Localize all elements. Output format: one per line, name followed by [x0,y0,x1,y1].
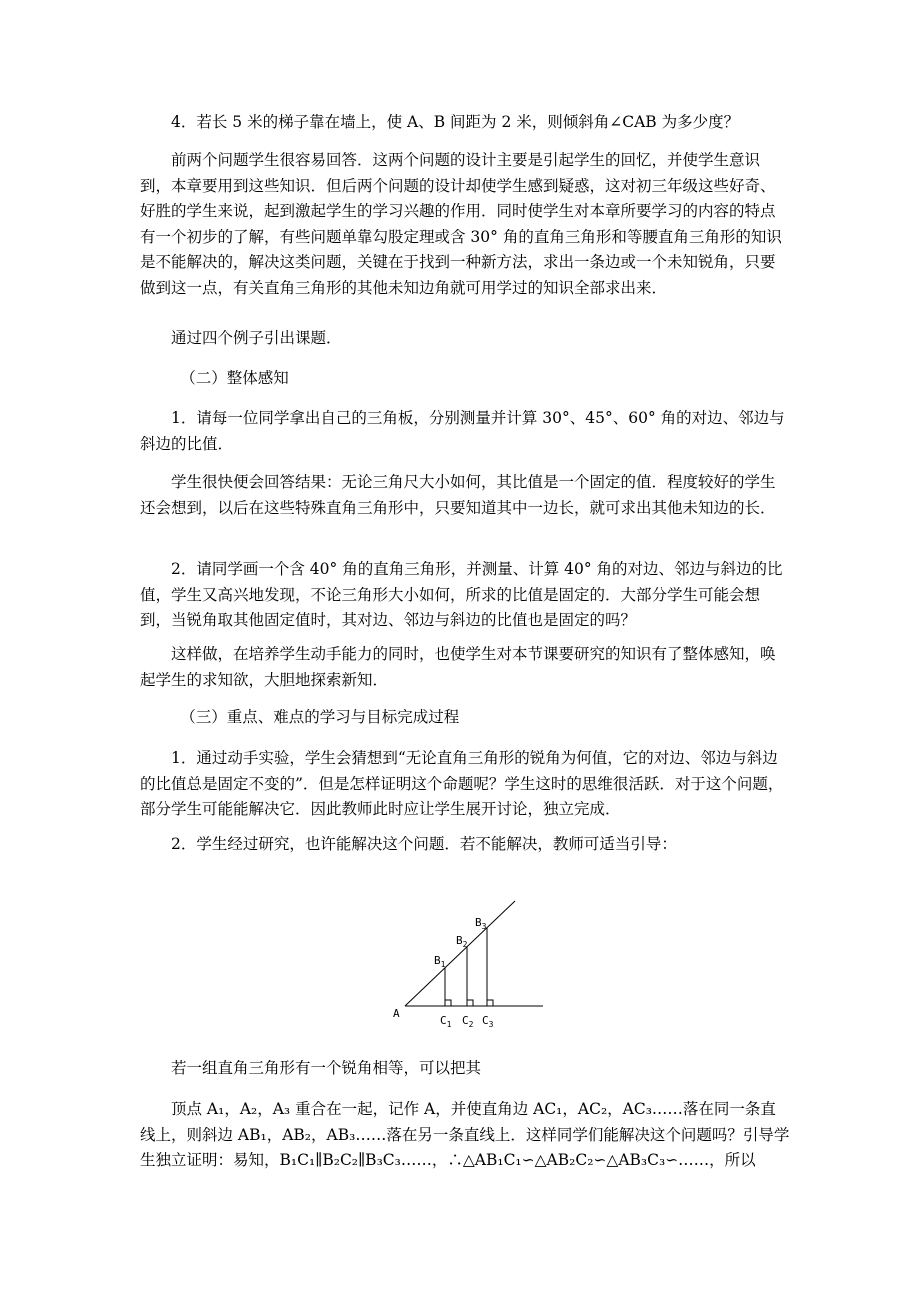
hypotenuse-line [405,901,515,1006]
section-heading-overall: （二）整体感知 [180,369,289,387]
similar-triangles-figure [385,895,560,1035]
label-C3: $C_3$ [482,1014,494,1029]
label-C2: $C_2$ [462,1014,474,1029]
paragraph-intro-topic: 通过四个例子引出课题． [171,329,342,347]
paragraph-experiment: 1．通过动手实验，学生会猜想到“无论直角三角形的锐角为何值，它的对边、邻边与斜边的比值总是固定不变的”．但是怎样证明这个命题呢？学生这时的思维很活跃．对于这个问题，部分学生可能能解决它．因此教师此时应让学生展开讨论，独立完成． [140,749,784,818]
paragraph-step-1: 1．请每一位同学拿出自己的三角板，分别测量并计算 30°、45°、60° 角的对边、邻边与斜边的比值． [140,409,785,453]
question-4: 4．若长 5 米的梯子靠在墙上，使 A、B 间距为 2 米，则倾斜角∠CAB 为多少度？ [171,113,740,131]
label-B3: $B_3$ [475,916,487,931]
paragraph-student-answer: 学生很快便会回答结果：无论三角尺大小如何，其比值是一个固定的值．程度较好的学生还会想到，以后在这些特殊直角三角形中，只要知道其中一边长，就可求出其他未知边的长． [140,473,776,517]
label-B2: $B_2$ [456,934,468,949]
paragraph-condition: 若一组直角三角形有一个锐角相等，可以把其 [171,1059,482,1077]
paragraph-analysis: 前两个问题学生很容易回答．这两个问题的设计主要是引起学生的回忆，并使学生意识到，本章要用到这些知识．但后两个问题的设计却使学生感到疑惑，这对初三年级这些好奇、好胜的学生来说，起到激起学生的学习兴趣的作用．同时使学生对本章所要学习的内容的特点有一个初步的了解，有些问题单靠勾股定理或含 30° 角的直角三角形和等腰直角三角形的知识是不能解决的，解决这类问题，关键在于找到一种新方法，求出一条边或一个未知锐角，只要做到这一点，有关直角三角形的其他未知边角就可用学过的知识全部求出来． [140,151,782,297]
label-A: A [393,1007,400,1020]
paragraph-step-2: 2．请同学画一个含 40° 角的直角三角形，并测量、计算 40° 角的对边、邻边与斜边的比值，学生又高兴地发现，不论三角形大小如何，所求的比值是固定的．大部分学生可能会想到，当锐角取其他固定值时，其对边、邻边与斜边的比值也是固定的吗？ [140,560,783,629]
right-angle-mark-2 [467,1000,473,1006]
paragraph-summary: 这样做，在培养学生动手能力的同时，也使学生对本节课要研究的知识有了整体感知，唤起学生的求知欲，大胆地探索新知． [140,645,776,689]
section-heading-key-points: （三）重点、难点的学习与目标完成过程 [180,708,460,726]
label-B1: $B_1$ [434,954,446,969]
right-angle-mark-3 [487,1000,493,1006]
label-C1: $C_1$ [440,1014,452,1029]
paragraph-proof: 顶点 A₁，A₂，A₃ 重合在一起，记作 A，并使直角边 AC₁，AC₂，AC₃……落在同一条直线上，则斜边 AB₁，AB₂，AB₃……落在另一条直线上．这样同学们能解决这个问题吗？引导学生独立证明：易知，B₁C₁∥B₂C₂∥B₃C₃……，∴△AB₁C₁∽△AB₂C₂∽△AB₃C₃∽……，所以 [140,1100,790,1169]
paragraph-guide: 2．学生经过研究，也许能解决这个问题．若不能解决，教师可适当引导： [171,835,677,853]
right-angle-mark-1 [445,1000,451,1006]
